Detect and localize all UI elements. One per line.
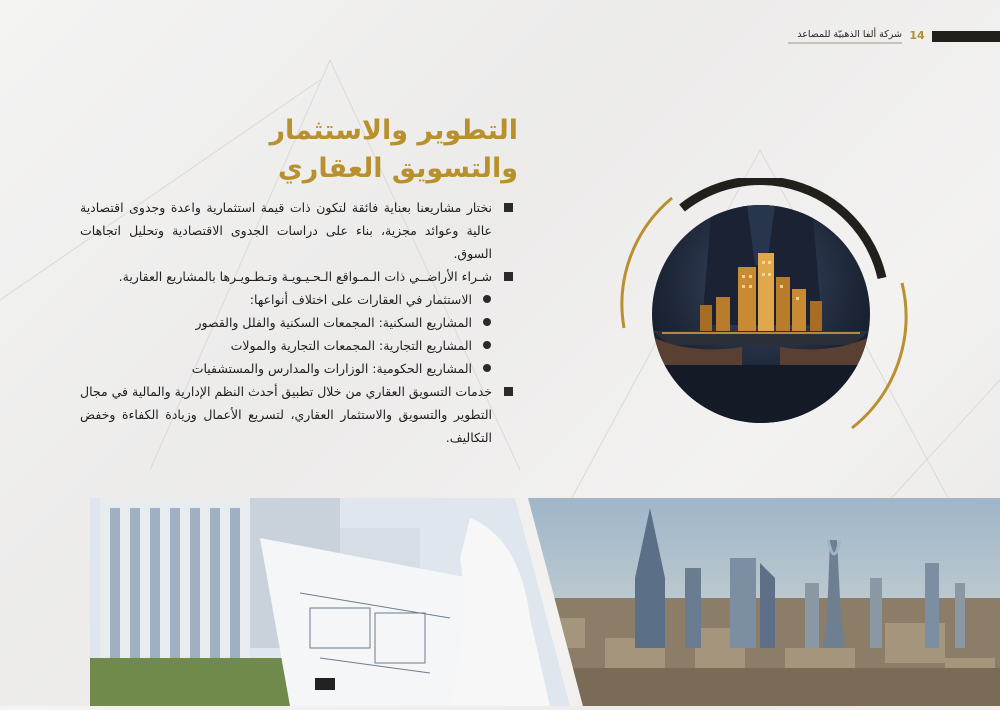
title-line-2: والتسويق العقاري [278,153,518,184]
header-underline [788,42,902,44]
paragraph-1: نختار مشاريعنا بعناية فائقة لتكون ذات قيمة استثمارية واعدة وجدوى اقتصادية عالية وعوائد مجزية، بناء على دراسات الجدوى الاقتصادية وتحليل اتجاهات السوق. [80,196,516,265]
paragraph-2: شـراء الأراضــي ذات الـمـواقع الـحـيـويـة وتـطـويـرها بالمشاريع العقارية. [80,265,516,288]
paragraph-3: خدمات التسويق العقاري من خلال تطبيق أحدث النظم الإدارية والمالية في مجال التطوير والتسويق والاستثمار العقاري، لتسريع الأعمال وزيادة الكفاءة وخفض التكاليف. [80,380,516,449]
sub-item-1: الاستثمار في العقارات على اختلاف أنواعها: [80,288,516,311]
sub-item-2: المشاريع السكنية: المجمعات السكنية والفلل والقصور [80,311,516,334]
circle-photo-tablet-buildings [652,205,870,423]
page-number: 14 [909,29,925,42]
company-name: شركة ألفا الذهبيّة للمصاعد [797,29,902,40]
photo-engineer-blueprint [90,498,570,706]
title-line-1: التطوير والاستثمار [269,115,518,146]
page-title [250,112,518,188]
header-bar [932,31,1000,42]
sub-item-3: المشاريع التجارية: المجمعات التجارية والمولات [80,334,516,357]
sub-item-4: المشاريع الحكومية: الوزارات والمدارس والمستشفيات [80,357,516,380]
photo-city-skyline [525,498,1000,706]
content-body [80,196,516,449]
